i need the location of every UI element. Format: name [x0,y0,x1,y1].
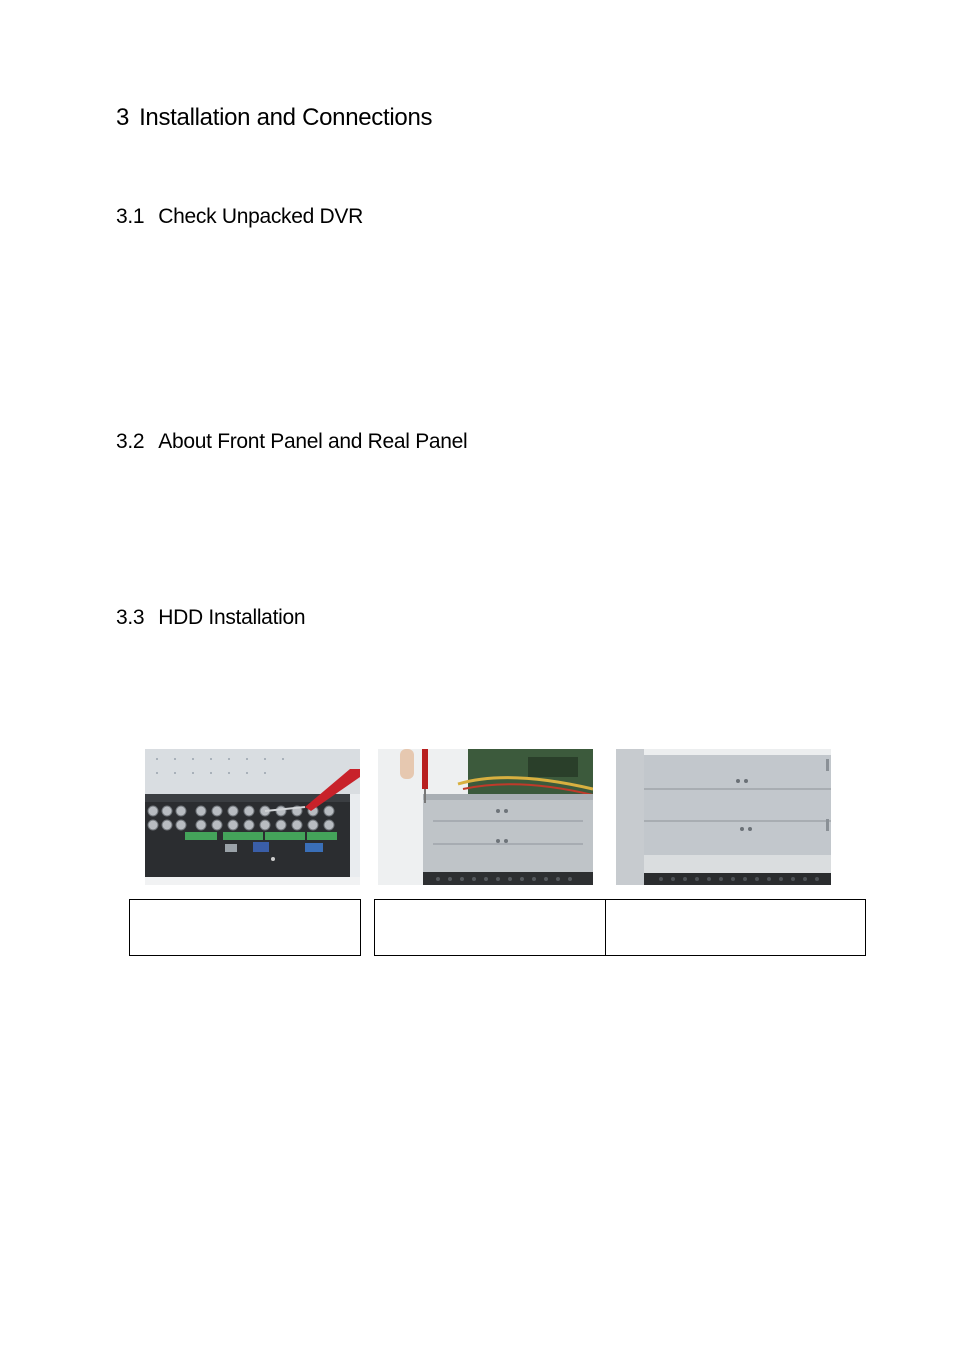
rear-panel-screws-photo [145,749,360,885]
chapter-title: Installation and Connections [139,104,433,131]
section-number: 3.2 [116,430,145,453]
caption-text [130,900,360,912]
caption-box-3 [606,899,866,956]
caption-text [375,900,605,912]
section-title: About Front Panel and Real Panel [158,430,468,453]
chapter-heading [116,104,432,132]
section-title: HDD Installation [158,606,306,629]
section-title: Check Unpacked DVR [158,205,363,228]
section-heading-3-2 [116,430,467,454]
chapter-number: 3 [116,104,130,131]
section-heading-3-3 [116,606,305,630]
section-heading-3-1 [116,205,363,229]
caption-box-2 [374,899,606,956]
section-number: 3.1 [116,205,145,228]
caption-box-1 [129,899,361,956]
caption-text [606,900,865,912]
remove-cover-photo [378,749,593,885]
section-number: 3.3 [116,606,145,629]
hdd-bracket-photo [616,749,831,885]
